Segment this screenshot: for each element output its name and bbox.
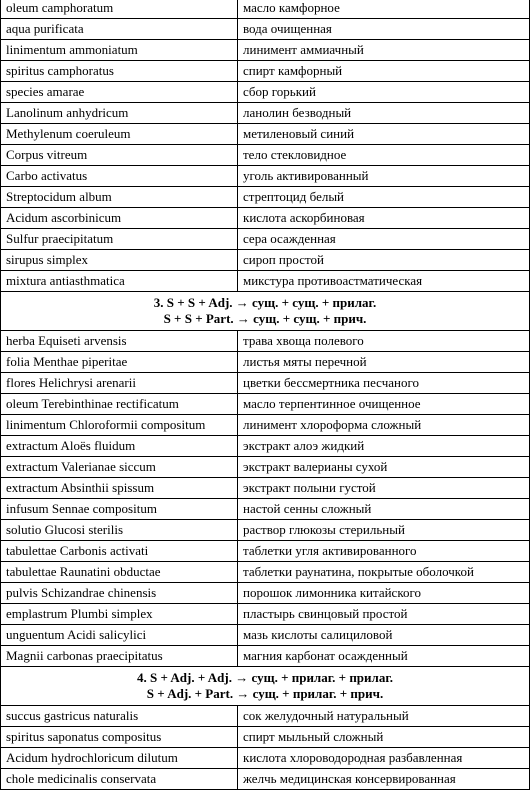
table-row (1, 166, 530, 187)
russian-term-cell: вода очищенная (238, 19, 530, 40)
russian-term-cell: ланолин безводный (238, 103, 530, 124)
table-row (1, 415, 530, 436)
section-heading-line: 3. S + S + Adj. → сущ. + сущ. + прилаг. (153, 295, 377, 310)
latin-term-cell: mixtura antiasthmatica (1, 271, 238, 292)
latin-term-cell: extractum Absinthii spissum (1, 478, 238, 499)
russian-term-cell: магния карбонат осажденный (238, 646, 530, 667)
russian-term-cell: сироп простой (238, 250, 530, 271)
table-row (1, 646, 530, 667)
table-row (1, 604, 530, 625)
latin-term-cell: infusum Sennae compositum (1, 499, 238, 520)
russian-term-cell: сок желудочный натуральный (238, 706, 530, 727)
latin-term-cell: folia Menthae piperitae (1, 352, 238, 373)
table-row (1, 229, 530, 250)
russian-term-cell: сбор горький (238, 82, 530, 103)
latin-term-cell: Lanolinum anhydricum (1, 103, 238, 124)
russian-term-cell: масло терпентинное очищенное (238, 394, 530, 415)
russian-term-cell: кислота аскорбиновая (238, 208, 530, 229)
table-row (1, 373, 530, 394)
table-row (1, 478, 530, 499)
table-row (1, 394, 530, 415)
russian-term-cell: листья мяты перечной (238, 352, 530, 373)
russian-term-cell: экстракт алоэ жидкий (238, 436, 530, 457)
latin-term-cell: tabulettae Carbonis activati (1, 541, 238, 562)
russian-term-cell: уголь активированный (238, 166, 530, 187)
latin-term-cell: spiritus saponatus compositus (1, 727, 238, 748)
table-row (1, 541, 530, 562)
latin-term-cell: Acidum ascorbinicum (1, 208, 238, 229)
russian-term-cell: метиленовый синий (238, 124, 530, 145)
latin-term-cell: pulvis Schizandrae chinensis (1, 583, 238, 604)
latin-term-cell: Sulfur praecipitatum (1, 229, 238, 250)
russian-term-cell: линимент хлороформа сложный (238, 415, 530, 436)
table-row (1, 520, 530, 541)
section-heading-line: 4. S + Adj. + Adj. → сущ. + прилаг. + прилаг. (136, 670, 394, 685)
russian-term-cell: раствор глюкозы стерильный (238, 520, 530, 541)
latin-term-cell: solutio Glucosi sterilis (1, 520, 238, 541)
latin-term-cell: sirupus simplex (1, 250, 238, 271)
table-row (1, 436, 530, 457)
russian-term-cell: мазь кислоты салициловой (238, 625, 530, 646)
table-row (1, 250, 530, 271)
latin-term-cell: tabulettae Raunatini obductae (1, 562, 238, 583)
section-heading-row (1, 667, 530, 706)
russian-term-cell: настой сенны сложный (238, 499, 530, 520)
latin-term-cell: aqua purificata (1, 19, 238, 40)
latin-term-cell: Streptocidum album (1, 187, 238, 208)
russian-term-cell: спирт мыльный сложный (238, 727, 530, 748)
russian-term-cell: пластырь свинцовый простой (238, 604, 530, 625)
russian-term-cell: таблетки угля активированного (238, 541, 530, 562)
russian-term-cell: микстура противоастматическая (238, 271, 530, 292)
terms-table-body (1, 0, 530, 790)
russian-term-cell: таблетки раунатина, покрытые оболочкой (238, 562, 530, 583)
table-row (1, 748, 530, 769)
table-row (1, 769, 530, 790)
latin-term-cell: oleum camphoratum (1, 0, 238, 19)
table-row (1, 331, 530, 352)
russian-term-cell: линимент аммиачный (238, 40, 530, 61)
table-row (1, 61, 530, 82)
russian-term-cell: сера осажденная (238, 229, 530, 250)
latin-term-cell: Magnii carbonas praecipitatus (1, 646, 238, 667)
russian-term-cell: спирт камфорный (238, 61, 530, 82)
latin-term-cell: extractum Aloës fluidum (1, 436, 238, 457)
table-row (1, 706, 530, 727)
russian-term-cell: кислота хлороводородная разбавленная (238, 748, 530, 769)
latin-term-cell: succus gastricus naturalis (1, 706, 238, 727)
table-row (1, 103, 530, 124)
russian-term-cell: желчь медицинская консервированная (238, 769, 530, 790)
latin-term-cell: linimentum Chloroformii compositum (1, 415, 238, 436)
table-row (1, 145, 530, 166)
table-row (1, 499, 530, 520)
table-row (1, 124, 530, 145)
latin-term-cell: herba Equiseti arvensis (1, 331, 238, 352)
table-row (1, 562, 530, 583)
russian-term-cell: трава хвоща полевого (238, 331, 530, 352)
latin-term-cell: extractum Valerianae siccum (1, 457, 238, 478)
latin-term-cell: flores Helichrysi arenarii (1, 373, 238, 394)
table-row (1, 457, 530, 478)
table-row (1, 271, 530, 292)
table-row (1, 0, 530, 19)
russian-term-cell: порошок лимонника китайского (238, 583, 530, 604)
russian-term-cell: экстракт валерианы сухой (238, 457, 530, 478)
latin-term-cell: Corpus vitreum (1, 145, 238, 166)
table-row (1, 40, 530, 61)
latin-term-cell: linimentum ammoniatum (1, 40, 238, 61)
section-heading-line: S + S + Part. → сущ. + сущ. + прич. (163, 311, 367, 326)
section-heading-row (1, 292, 530, 331)
table-row (1, 352, 530, 373)
latin-term-cell: spiritus camphoratus (1, 61, 238, 82)
table-row (1, 82, 530, 103)
section-heading-line: S + Adj. + Part. → сущ. + прилаг. + прич. (146, 686, 384, 701)
latin-term-cell: emplastrum Plumbi simplex (1, 604, 238, 625)
latin-term-cell: species amarae (1, 82, 238, 103)
section-heading (1, 667, 530, 706)
latin-term-cell: unguentum Acidi salicylici (1, 625, 238, 646)
latin-term-cell: chole medicinalis conservata (1, 769, 238, 790)
table-row (1, 625, 530, 646)
latin-term-cell: oleum Terebinthinae rectificatum (1, 394, 238, 415)
russian-term-cell: тело стекловидное (238, 145, 530, 166)
table-row (1, 727, 530, 748)
russian-term-cell: экстракт полыни густой (238, 478, 530, 499)
latin-term-cell: Acidum hydrochloricum dilutum (1, 748, 238, 769)
latin-term-cell: Carbo activatus (1, 166, 238, 187)
russian-term-cell: стрептоцид белый (238, 187, 530, 208)
russian-term-cell: цветки бессмертника песчаного (238, 373, 530, 394)
table-row (1, 19, 530, 40)
latin-term-cell: Methylenum coeruleum (1, 124, 238, 145)
table-row (1, 187, 530, 208)
table-row (1, 208, 530, 229)
table-row (1, 583, 530, 604)
russian-term-cell: масло камфорное (238, 0, 530, 19)
section-heading (1, 292, 530, 331)
